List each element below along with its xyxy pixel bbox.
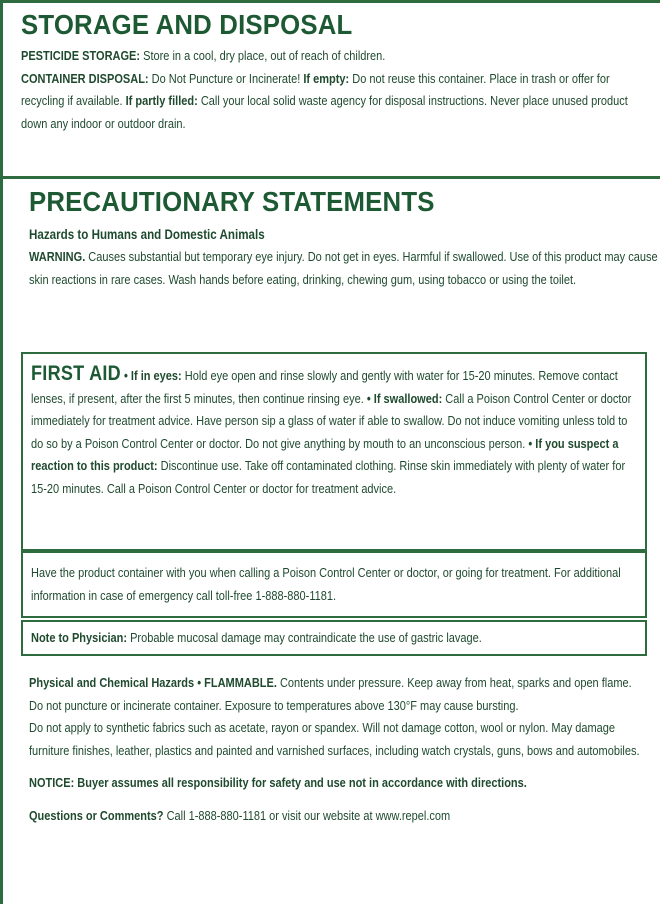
first-aid-title: FIRST AID [31, 362, 121, 385]
hazards-label: Physical and Chemical Hazards [29, 675, 195, 690]
bullet-1: • [124, 368, 128, 383]
precautionary-title: PRECAUTIONARY STATEMENTS [29, 186, 435, 217]
if-in-eyes-text: Hold eye open and rinse slowly and gently with water for 15-20 minutes. Remove contact lenses, if present, after the first 5 minutes, then continue rinsing eye. [31, 368, 618, 406]
hazards-paragraph [29, 672, 640, 717]
bullet-3: • [528, 435, 533, 451]
hazards-section [29, 672, 660, 827]
physician-note [31, 627, 640, 650]
flammable-label: FLAMMABLE. [204, 675, 277, 690]
questions-label: Questions or Comments? [29, 807, 164, 823]
bullet-2: • [366, 390, 371, 406]
bullet-4: • [197, 675, 202, 690]
container-disposal-label: CONTAINER DISPOSAL: [21, 70, 149, 86]
storage-title: STORAGE AND DISPOSAL [21, 9, 353, 40]
warning-text: Causes substantial but temporary eye injury. Do not get in eyes. Harmful if swallowed. Use of this product may cause skin reactions in rare cases. Wash hands before eating, drinking, chewing gum, using tobacco or using the toilet. [29, 249, 658, 287]
if-partly-filled-label: If partly filled: [125, 93, 198, 108]
first-aid-paragraph [31, 363, 640, 500]
if-empty-label: If empty: [303, 70, 350, 86]
container-disposal-text: Do Not Puncture or Incinerate! [148, 70, 304, 86]
pesticide-storage-text: Store in a cool, dry place, out of reach of children. [140, 48, 386, 63]
if-swallowed-label: If swallowed: [373, 390, 443, 406]
container-note-box [21, 551, 647, 618]
first-aid-box [21, 352, 647, 551]
fabrics-paragraph: Do not apply to synthetic fabrics such as acetate, rayon or spandex. Will not damage cotton, wool or nylon. May damage furniture finishes, leather, plastics and painted and varnished surfaces, including watch crystals, guns, bows and automobiles. [29, 720, 640, 758]
physician-label: Note to Physician: [31, 630, 128, 645]
section-divider [3, 176, 660, 179]
if-swallowed-text: Call a Poison Control Center or doctor immediately for treatment advice. Have person sip a glass of water if able to swallow. Do not induce vomiting unless told to do so by a Poison Control Center or doctor. Do not give anything by mouth to an unconscious person. [31, 390, 632, 451]
physician-note-box [21, 620, 647, 656]
pesticide-storage-label: PESTICIDE STORAGE: [21, 48, 141, 63]
storage-section [21, 9, 660, 135]
warning-paragraph [29, 246, 660, 291]
pesticide-storage-line [21, 45, 656, 68]
hazards-subtitle: Hazards to Humans and Domestic Animals [29, 227, 265, 242]
container-note-text: Have the product container with you when calling a Poison Control Center or doctor, or going for treatment. For additional information in case of emergency call toll-free 1-888-880-1181. [31, 565, 621, 603]
notice-text: NOTICE: Buyer assumes all responsibility for safety and use not in accordance with directions. [29, 775, 527, 790]
container-disposal-paragraph [21, 68, 656, 136]
if-in-eyes-label: If in eyes: [130, 368, 182, 383]
precautionary-section [29, 186, 660, 291]
if-reaction-label: If you suspect a reaction to this product: [31, 435, 619, 473]
questions-text: Call 1-888-880-1181 or visit our website at www.repel.com [163, 807, 451, 823]
warning-label: WARNING. [29, 249, 86, 264]
physician-text: Probable mucosal damage may contraindicate the use of gastric lavage. [127, 630, 482, 645]
if-partly-filled-text: Call your local solid waste agency for disposal instructions. Never place unused product down any indoor or outdoor drain. [21, 93, 628, 131]
if-reaction-text: Discontinue use. Take off contaminated clothing. Rinse skin immediately with plenty of water for 15-20 minutes. Call a Poison Control Center or doctor for treatment advice. [31, 458, 626, 496]
questions-line [29, 805, 640, 828]
storage-body [21, 45, 656, 135]
if-empty-text: Do not reuse this container. Place in trash or offer for recycling if available. [21, 70, 610, 108]
hazards-text: Contents under pressure. Keep away from heat, sparks and open flame. Do not puncture or incinerate container. Exposure to temperatures above 130°F may cause bursting. [29, 675, 632, 713]
